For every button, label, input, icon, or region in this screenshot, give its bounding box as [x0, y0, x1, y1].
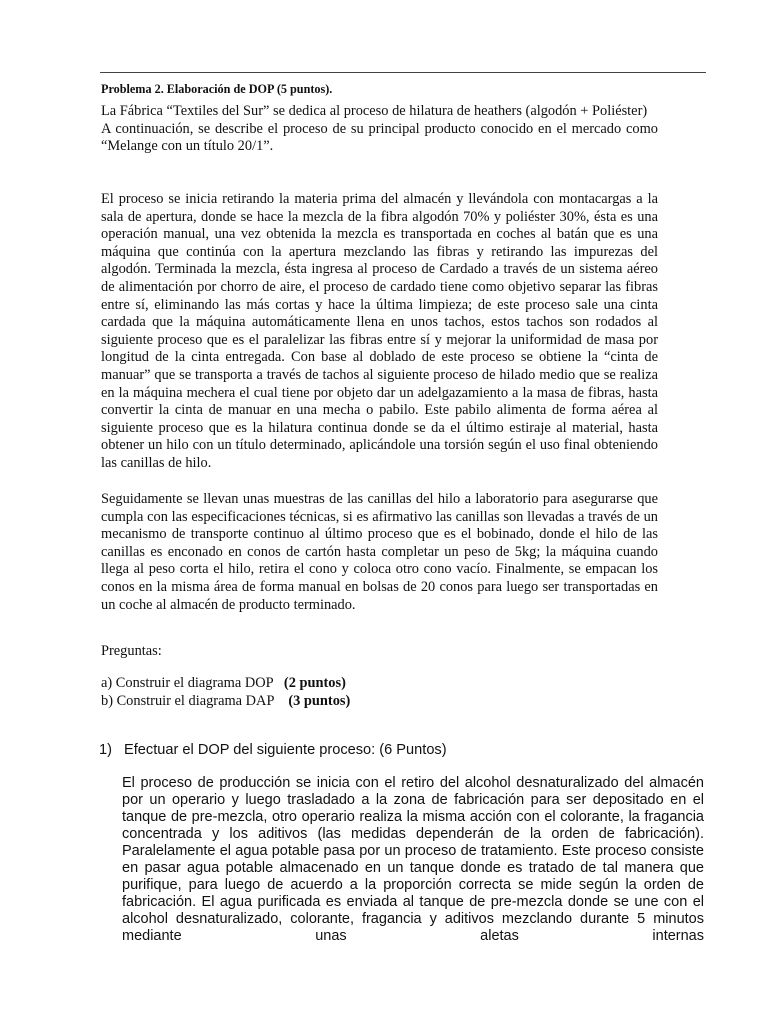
question-a-text: a) Construir el diagrama DOP	[101, 675, 284, 691]
preguntas-label: Preguntas:	[101, 643, 162, 659]
header-rule	[100, 72, 706, 73]
exercise-1-number: 1)	[99, 742, 112, 758]
intro-text: La Fábrica “Textiles del Sur” se dedica al proceso de hilatura de heathers (algodón + Poliéster) A continuación, se describe el proceso de su principal producto conocido en el mercado como “Melange con un título 20/1”.	[101, 103, 658, 155]
problem-2-intro	[101, 103, 658, 156]
problem-2-paragraph-2: Seguidamente se llevan unas muestras de las canillas del hilo a laboratorio para asegurarse que cumpla con las especificaciones técnicas, si es afirmativo las canillas son llevadas a través de un mecanismo de transporte continuo al último proceso que es el bobinado, donde el hilo de las canillas es enconado en conos de cartón hasta completar un peso de 5kg; la máquina cuando llega al peso corta el hilo, retira el cono y coloca otro cono vacío. Finalmente, se empacan los conos en la misma área de forma manual en bolsas de 20 conos para luego ser transportadas en un coche al almacén de producto terminado.	[101, 491, 658, 613]
question-b	[101, 693, 658, 711]
exercise-1-paragraph: El proceso de producción se inicia con el retiro del alcohol desnaturalizado del almacén por un operario y luego trasladado a la zona de fabricación para ser depositado en el tanque de pre-mezcla, otro operario realiza la misma acción con el colorante, la fragancia concentrada y los aditivos (las medidas dependerán de la orden de fabricación). Paralelamente el agua potable pasa por un proceso de tratamiento. Este proceso consiste en pasar agua potable almacenado en un tanque donde es tratado de tal manera que purifique, para luego de acuerdo a la proporción correcta se mide según la orden de fabricación. El agua purificada es enviada al tanque de pre-mezcla donde se une con el alcohol desnaturalizado, colorante, fragancia y aditivos mezclando durante 5 minutos mediante unas aletas internas	[122, 775, 704, 944]
problem-2-title: Problema 2. Elaboración de DOP (5 puntos).	[101, 82, 333, 96]
question-a	[101, 675, 658, 693]
question-b-points: (3 puntos)	[288, 692, 351, 709]
question-b-text: b) Construir el diagrama DAP	[101, 692, 289, 709]
problem-2-paragraph-1: El proceso se inicia retirando la materia prima del almacén y llevándola con montacargas a la sala de apertura, donde se hace la mezcla de la fibra algodón 70% y poliéster 30%, ésta es una operación manual, una vez obtenida la mezcla es transportada en coches al batán que es una máquina que continúa con la apertura mezclando las fibras y retirando las impurezas del algodón. Terminada la mezcla, ésta ingresa al proceso de Cardado a través de un sistema aéreo de alimentación por chorro de aire, el proceso de cardado tiene como objetivo separar las fibras entre sí, eliminando las más cortas y hace la última limpieza; de este proceso sale una cinta cardada que la máquina automáticamente llena en unos tachos, estos tachos son rodados al siguiente proceso que es el paralelizar las fibras entre sí y mejorar la uniformidad de masa por longitud de la cinta entregada. Con base al doblado de este proceso se obtiene la “cinta de manuar” que se transporta a través de tachos al siguiente proceso de hilado medio que se realiza en la máquina mechera el cual tiene por objeto dar un adelgazamiento a la masa de fibras, hasta convertir la cinta de manuar en una mecha o pabilo. Este pabilo alimenta de forma aérea al siguiente proceso que es la hilatura continua donde se da el último estiraje al material, hasta obtener un hilo con un título determinado, aplicándole una torsión según el uso final obteniendo las canillas de hilo.	[101, 191, 658, 471]
question-a-points: (2 puntos)	[283, 675, 346, 691]
exercise-1-heading	[99, 742, 447, 759]
questions-list	[101, 675, 658, 710]
exercise-1-heading-text: Efectuar el DOP del siguiente proceso: (6 Puntos)	[124, 742, 447, 758]
